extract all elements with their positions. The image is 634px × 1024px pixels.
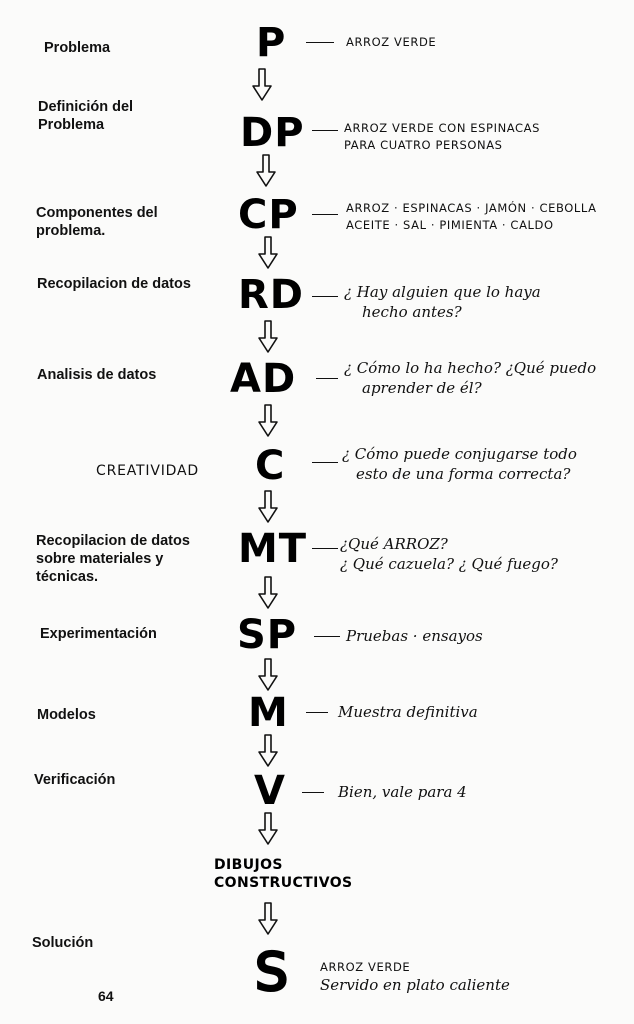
note-modelos: Muestra definitiva	[338, 703, 478, 721]
connector-dash	[312, 214, 338, 215]
label-verificacion: Verificación	[34, 772, 116, 788]
label-componentes-problema: Componentes del problema.	[36, 205, 158, 239]
label-experimentacion: Experimentación	[40, 626, 157, 642]
down-arrow-icon	[256, 236, 280, 270]
down-arrow-icon	[256, 734, 280, 768]
down-arrow-icon	[256, 320, 280, 354]
connector-dash	[302, 792, 324, 793]
code-dp: DP	[240, 110, 305, 156]
down-arrow-icon	[256, 812, 280, 846]
note-analisis: ¿ Cómo lo ha hecho? ¿Qué puedo aprender de él?	[344, 359, 597, 397]
down-arrow-icon	[254, 154, 278, 188]
label-analisis-datos: Analisis de datos	[37, 367, 157, 383]
down-arrow-icon	[256, 576, 280, 610]
note-experimentacion: Pruebas · ensayos	[346, 627, 483, 645]
label-creatividad: CREATIVIDAD	[96, 463, 199, 479]
note-recopilacion: ¿ Hay alguien que lo haya hecho antes?	[344, 283, 541, 321]
connector-dash	[312, 548, 338, 549]
note-materiales-tecnicas: ¿Qué ARROZ? ¿ Qué cazuela? ¿ Qué fuego?	[340, 535, 558, 573]
code-ad: AD	[230, 356, 297, 402]
note-componentes: ARROZ · ESPINACAS · JAMÓN · CEBOLLA ACEITE · SAL · PIMIENTA · CALDO	[346, 201, 597, 232]
dibujos-constructivos: DIBUJOS CONSTRUCTIVOS	[214, 857, 353, 891]
page-number: 64	[98, 988, 114, 1004]
label-recopilacion-datos: Recopilacion de datos	[37, 276, 191, 292]
code-rd: RD	[238, 272, 305, 318]
note-creatividad: ¿ Cómo puede conjugarse todo esto de una forma correcta?	[342, 445, 577, 483]
label-solucion: Solución	[32, 935, 94, 951]
connector-dash	[316, 378, 338, 379]
label-modelos: Modelos	[37, 707, 96, 723]
down-arrow-icon	[256, 404, 280, 438]
label-problema: Problema	[44, 40, 111, 56]
note-verificacion: Bien, vale para 4	[338, 783, 467, 801]
connector-dash	[312, 130, 338, 131]
note-definicion: ARROZ VERDE CON ESPINACAS PARA CUATRO PERSONAS	[344, 121, 541, 152]
connector-dash	[314, 636, 340, 637]
note-problema: ARROZ VERDE	[346, 35, 437, 49]
connector-dash	[306, 42, 334, 43]
code-p: P	[256, 20, 287, 66]
code-m: M	[248, 690, 289, 736]
code-mt: MT	[238, 526, 308, 572]
down-arrow-icon	[256, 490, 280, 524]
down-arrow-icon	[250, 68, 274, 102]
down-arrow-icon	[256, 902, 280, 936]
code-cp: CP	[238, 192, 299, 238]
connector-dash	[306, 712, 328, 713]
code-c: C	[255, 443, 286, 489]
connector-dash	[312, 296, 338, 297]
code-s: S	[255, 943, 290, 1003]
label-definicion-problema: Definición del Problema	[38, 99, 134, 133]
down-arrow-icon	[256, 658, 280, 692]
label-recopilacion-materiales: Recopilacion de datos sobre materiales y técnicas.	[36, 533, 190, 585]
code-v: V	[254, 768, 286, 814]
code-sp: SP	[237, 612, 298, 658]
note-solucion: ARROZ VERDE Servido en plato caliente	[320, 960, 510, 994]
connector-dash	[312, 462, 338, 463]
